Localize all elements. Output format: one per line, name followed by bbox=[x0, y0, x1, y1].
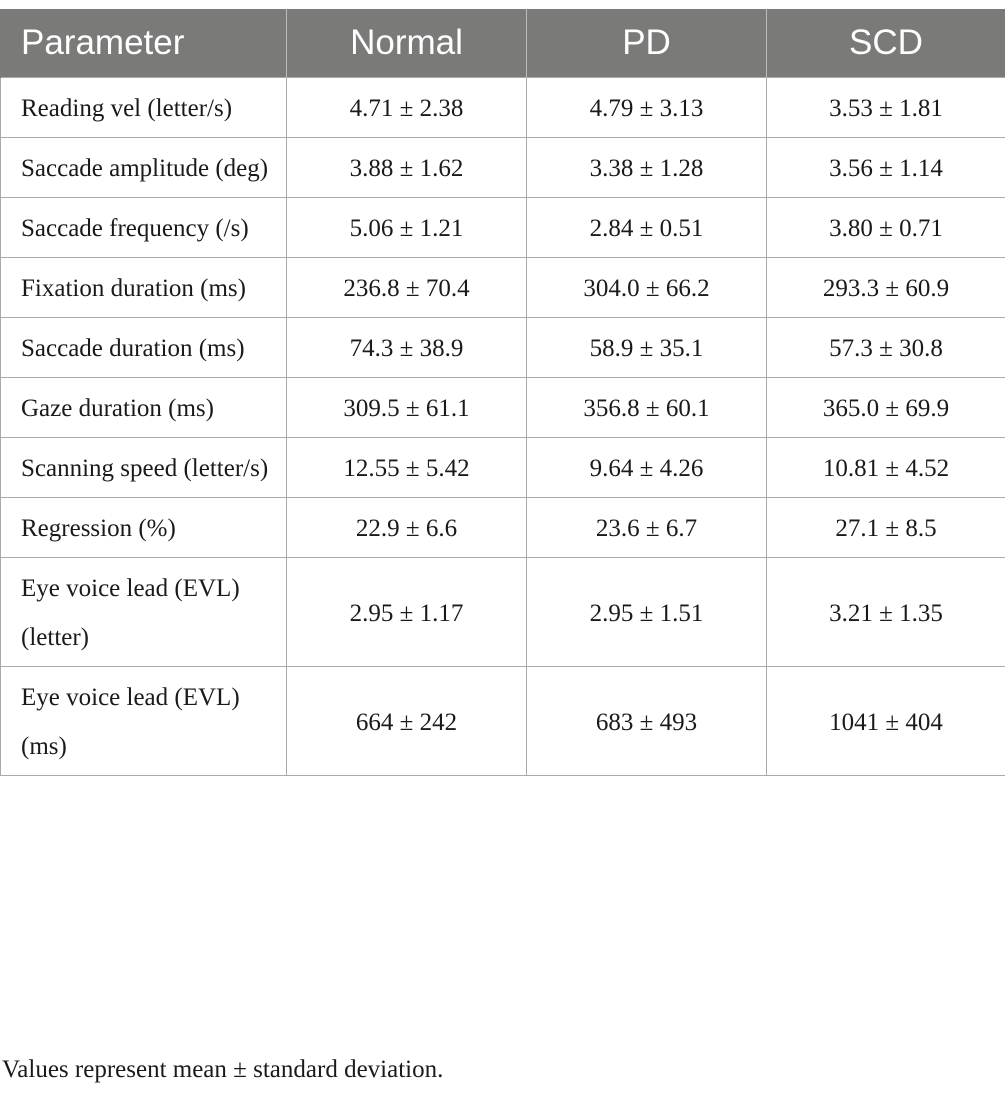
cell-normal: 309.5 ± 61.1 bbox=[287, 378, 527, 438]
cell-pd: 3.38 ± 1.28 bbox=[527, 138, 767, 198]
cell-normal: 22.9 ± 6.6 bbox=[287, 498, 527, 558]
cell-scd: 3.56 ± 1.14 bbox=[767, 138, 1005, 198]
cell-parameter: Regression (%) bbox=[1, 498, 287, 558]
cell-normal: 2.95 ± 1.17 bbox=[287, 558, 527, 667]
table-row bbox=[1, 667, 1005, 776]
cell-parameter: Eye voice lead (EVL) (letter) bbox=[1, 558, 287, 667]
cell-normal: 664 ± 242 bbox=[287, 667, 527, 776]
table-row bbox=[1, 558, 1005, 667]
table-row bbox=[1, 498, 1005, 558]
cell-parameter: Reading vel (letter/s) bbox=[1, 78, 287, 138]
cell-scd: 3.80 ± 0.71 bbox=[767, 198, 1005, 258]
cell-pd: 683 ± 493 bbox=[527, 667, 767, 776]
cell-pd: 2.95 ± 1.51 bbox=[527, 558, 767, 667]
cell-normal: 5.06 ± 1.21 bbox=[287, 198, 527, 258]
cell-normal: 4.71 ± 2.38 bbox=[287, 78, 527, 138]
table-row bbox=[1, 378, 1005, 438]
table-body bbox=[1, 78, 1005, 776]
cell-pd: 304.0 ± 66.2 bbox=[527, 258, 767, 318]
header-normal: Normal bbox=[287, 9, 527, 78]
table-row bbox=[1, 138, 1005, 198]
data-table bbox=[0, 9, 1005, 776]
cell-parameter: Fixation duration (ms) bbox=[1, 258, 287, 318]
cell-pd: 2.84 ± 0.51 bbox=[527, 198, 767, 258]
cell-parameter: Gaze duration (ms) bbox=[1, 378, 287, 438]
cell-normal: 3.88 ± 1.62 bbox=[287, 138, 527, 198]
header-scd: SCD bbox=[767, 9, 1005, 78]
cell-scd: 365.0 ± 69.9 bbox=[767, 378, 1005, 438]
cell-scd: 3.21 ± 1.35 bbox=[767, 558, 1005, 667]
cell-scd: 27.1 ± 8.5 bbox=[767, 498, 1005, 558]
header-parameter: Parameter bbox=[1, 9, 287, 78]
cell-scd: 57.3 ± 30.8 bbox=[767, 318, 1005, 378]
cell-pd: 23.6 ± 6.7 bbox=[527, 498, 767, 558]
table-row bbox=[1, 78, 1005, 138]
cell-normal: 74.3 ± 38.9 bbox=[287, 318, 527, 378]
cell-pd: 9.64 ± 4.26 bbox=[527, 438, 767, 498]
cell-pd: 4.79 ± 3.13 bbox=[527, 78, 767, 138]
cell-parameter: Eye voice lead (EVL) (ms) bbox=[1, 667, 287, 776]
header-pd: PD bbox=[527, 9, 767, 78]
table-row bbox=[1, 258, 1005, 318]
cell-scd: 3.53 ± 1.81 bbox=[767, 78, 1005, 138]
table-footnote: Values represent mean ± standard deviation. bbox=[2, 1056, 444, 1083]
cell-pd: 58.9 ± 35.1 bbox=[527, 318, 767, 378]
table-header bbox=[1, 9, 1005, 78]
cell-scd: 293.3 ± 60.9 bbox=[767, 258, 1005, 318]
cell-scd: 10.81 ± 4.52 bbox=[767, 438, 1005, 498]
table-row bbox=[1, 318, 1005, 378]
cell-normal: 236.8 ± 70.4 bbox=[287, 258, 527, 318]
cell-pd: 356.8 ± 60.1 bbox=[527, 378, 767, 438]
table-row bbox=[1, 198, 1005, 258]
cell-parameter: Saccade duration (ms) bbox=[1, 318, 287, 378]
table-row bbox=[1, 438, 1005, 498]
header-row bbox=[1, 9, 1005, 78]
cell-parameter: Scanning speed (letter/s) bbox=[1, 438, 287, 498]
cell-parameter: Saccade amplitude (deg) bbox=[1, 138, 287, 198]
cell-scd: 1041 ± 404 bbox=[767, 667, 1005, 776]
cell-normal: 12.55 ± 5.42 bbox=[287, 438, 527, 498]
cell-parameter: Saccade frequency (/s) bbox=[1, 198, 287, 258]
